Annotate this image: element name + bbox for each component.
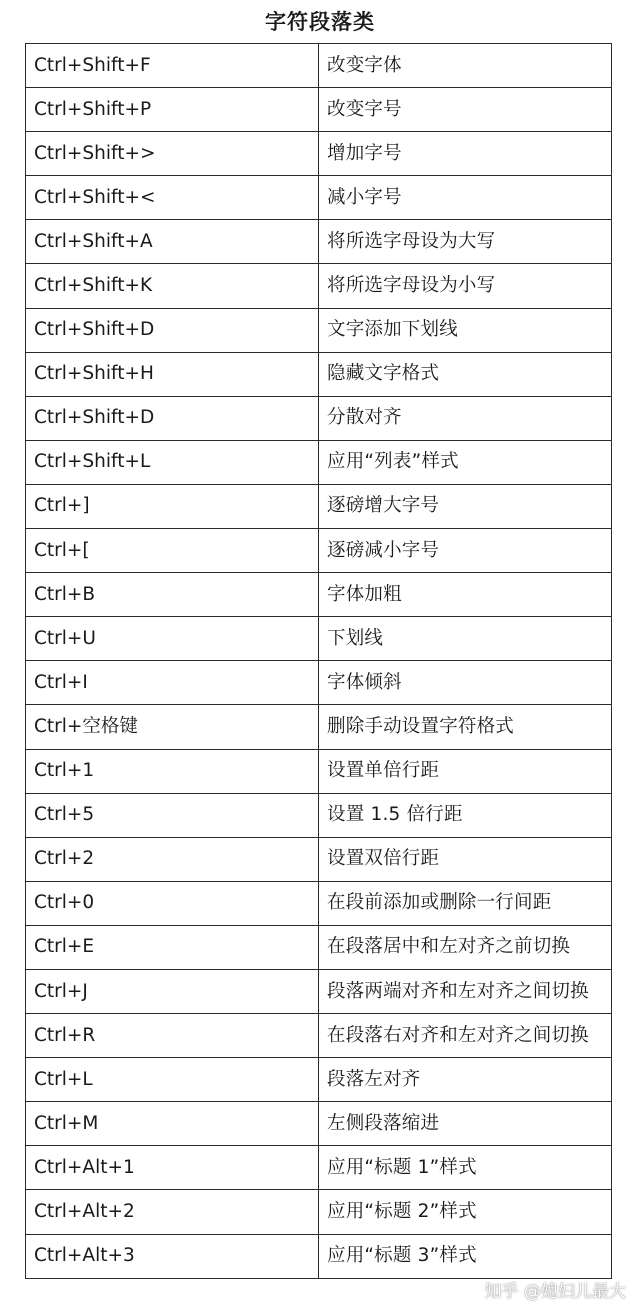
shortcut-key-cell: Ctrl+Shift+< <box>26 176 319 220</box>
shortcut-description-cell: 设置 1.5 倍行距 <box>319 793 612 837</box>
table-row <box>26 705 612 749</box>
shortcut-description-cell: 分散对齐 <box>319 396 612 440</box>
table-row <box>26 440 612 484</box>
shortcut-description-cell: 应用“列表”样式 <box>319 440 612 484</box>
shortcut-key-cell: Ctrl+Alt+2 <box>26 1190 319 1234</box>
shortcut-description-cell: 减小字号 <box>319 176 612 220</box>
shortcut-description-cell: 设置双倍行距 <box>319 837 612 881</box>
table-row <box>26 220 612 264</box>
table-row <box>26 1146 612 1190</box>
shortcut-description-cell: 下划线 <box>319 617 612 661</box>
shortcut-key-cell: Ctrl+Alt+3 <box>26 1234 319 1278</box>
table-row <box>26 88 612 132</box>
table-row <box>26 793 612 837</box>
table-row <box>26 1102 612 1146</box>
shortcut-key-cell: Ctrl+Shift+L <box>26 440 319 484</box>
shortcut-description-cell: 应用“标题 3”样式 <box>319 1234 612 1278</box>
table-row <box>26 1190 612 1234</box>
shortcut-key-cell: Ctrl+Shift+K <box>26 264 319 308</box>
table-row <box>26 573 612 617</box>
table-row <box>26 1014 612 1058</box>
table-row <box>26 44 612 88</box>
shortcut-key-cell: Ctrl+Shift+A <box>26 220 319 264</box>
watermark: 知乎 @媳妇儿最大 <box>484 1282 626 1302</box>
shortcut-key-cell: Ctrl+5 <box>26 793 319 837</box>
shortcut-key-cell: Ctrl+Shift+D <box>26 308 319 352</box>
table-row <box>26 176 612 220</box>
shortcut-description-cell: 增加字号 <box>319 132 612 176</box>
shortcut-description-cell: 应用“标题 2”样式 <box>319 1190 612 1234</box>
shortcut-key-cell: Ctrl+E <box>26 925 319 969</box>
shortcut-key-cell: Ctrl+0 <box>26 881 319 925</box>
table-row <box>26 308 612 352</box>
shortcut-description-cell: 在段落居中和左对齐之前切换 <box>319 925 612 969</box>
table-row <box>26 264 612 308</box>
table-row <box>26 749 612 793</box>
shortcut-description-cell: 将所选字母设为小写 <box>319 264 612 308</box>
shortcut-description-cell: 文字添加下划线 <box>319 308 612 352</box>
table-row <box>26 617 612 661</box>
shortcut-key-cell: Ctrl+2 <box>26 837 319 881</box>
shortcut-key-cell: Ctrl+Shift+D <box>26 396 319 440</box>
shortcut-key-cell: Ctrl+] <box>26 484 319 528</box>
shortcut-key-cell: Ctrl+J <box>26 969 319 1013</box>
table-row <box>26 132 612 176</box>
table-row <box>26 1058 612 1102</box>
table-row <box>26 529 612 573</box>
shortcut-description-cell: 设置单倍行距 <box>319 749 612 793</box>
shortcut-description-cell: 字体倾斜 <box>319 661 612 705</box>
shortcut-key-cell: Ctrl+Shift+H <box>26 352 319 396</box>
shortcut-key-cell: Ctrl+R <box>26 1014 319 1058</box>
table-row <box>26 484 612 528</box>
shortcut-key-cell: Ctrl+1 <box>26 749 319 793</box>
shortcut-key-cell: Ctrl+L <box>26 1058 319 1102</box>
shortcut-description-cell: 逐磅减小字号 <box>319 529 612 573</box>
table-row <box>26 1234 612 1278</box>
table-row <box>26 661 612 705</box>
shortcut-description-cell: 段落左对齐 <box>319 1058 612 1102</box>
shortcut-key-cell: Ctrl+Shift+F <box>26 44 319 88</box>
table-row <box>26 837 612 881</box>
shortcut-description-cell: 隐藏文字格式 <box>319 352 612 396</box>
shortcut-table-body <box>26 44 612 1279</box>
shortcut-key-cell: Ctrl+Alt+1 <box>26 1146 319 1190</box>
shortcut-description-cell: 改变字号 <box>319 88 612 132</box>
shortcut-key-cell: Ctrl+Shift+> <box>26 132 319 176</box>
table-row <box>26 925 612 969</box>
shortcut-key-cell: Ctrl+U <box>26 617 319 661</box>
shortcut-key-cell: Ctrl+I <box>26 661 319 705</box>
shortcut-description-cell: 应用“标题 1”样式 <box>319 1146 612 1190</box>
shortcut-description-cell: 在段前添加或删除一行间距 <box>319 881 612 925</box>
shortcut-key-cell: Ctrl+B <box>26 573 319 617</box>
table-row <box>26 352 612 396</box>
shortcut-key-cell: Ctrl+空格键 <box>26 705 319 749</box>
shortcut-description-cell: 逐磅增大字号 <box>319 484 612 528</box>
shortcut-key-cell: Ctrl+Shift+P <box>26 88 319 132</box>
shortcut-description-cell: 左侧段落缩进 <box>319 1102 612 1146</box>
shortcut-description-cell: 段落两端对齐和左对齐之间切换 <box>319 969 612 1013</box>
shortcut-description-cell: 将所选字母设为大写 <box>319 220 612 264</box>
page-title: 字符段落类 <box>265 10 375 34</box>
shortcut-key-cell: Ctrl+M <box>26 1102 319 1146</box>
shortcut-description-cell: 字体加粗 <box>319 573 612 617</box>
shortcut-description-cell: 删除手动设置字符格式 <box>319 705 612 749</box>
shortcut-table <box>25 43 612 1279</box>
shortcut-description-cell: 在段落右对齐和左对齐之间切换 <box>319 1014 612 1058</box>
table-row <box>26 396 612 440</box>
shortcut-key-cell: Ctrl+[ <box>26 529 319 573</box>
shortcut-description-cell: 改变字体 <box>319 44 612 88</box>
table-row <box>26 881 612 925</box>
table-row <box>26 969 612 1013</box>
shortcut-table-container <box>25 43 612 1279</box>
